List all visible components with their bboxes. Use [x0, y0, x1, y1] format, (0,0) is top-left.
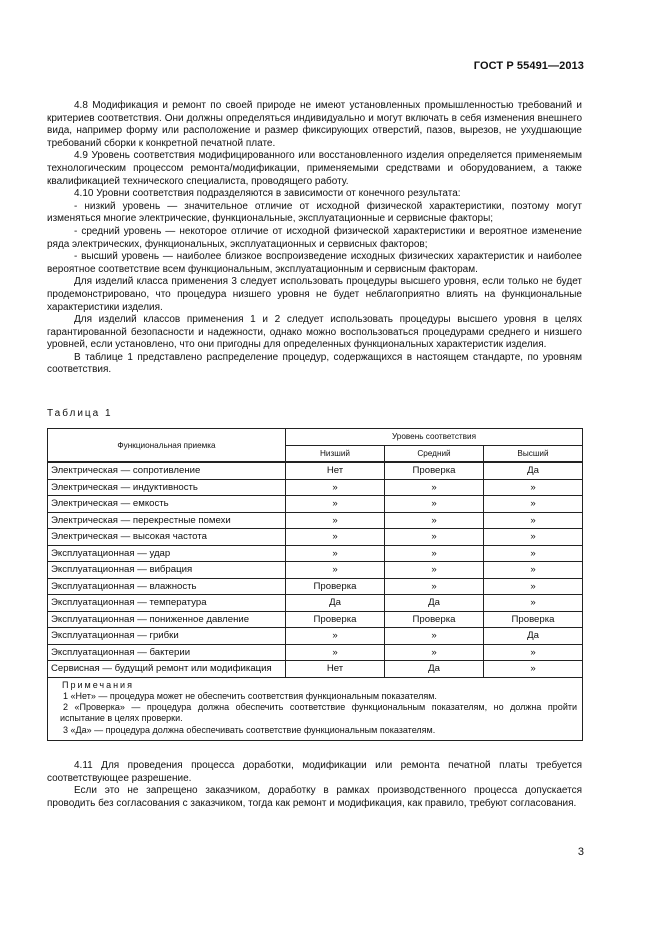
row-level-value: Да [286, 595, 385, 612]
row-level-value: » [484, 529, 583, 546]
row-level-value: » [385, 545, 484, 562]
row-parameter: Эксплуатационная — удар [48, 545, 286, 562]
row-level-value: » [484, 644, 583, 661]
notes-title: Примечания [62, 679, 134, 690]
row-level-value: » [286, 479, 385, 496]
header-level-low: Низший [286, 445, 385, 462]
paragraph-table-intro: В таблице 1 представлено распределение процедур, содержащихся в настоящем стандарте, по уровням соответствия. [47, 351, 582, 376]
row-level-value: » [484, 479, 583, 496]
row-level-value: » [484, 512, 583, 529]
row-level-value: Да [484, 462, 583, 479]
row-level-value: » [385, 562, 484, 579]
row-level-value: » [484, 562, 583, 579]
row-parameter: Эксплуатационная — температура [48, 595, 286, 612]
list-item-high-level: - высший уровень — наиболее близкое воспроизведение исходных физических характеристик и наиболее вероятное соответствие всем функциональным, эксплуатационным и сервисным факторам. [47, 251, 582, 275]
paragraph-class-1-2: Для изделий классов применения 1 и 2 следует использовать процедуры высшего уровня в целях гарантированной безопасности и надежности, однако можно воспользоваться процедурами среднего и низшего уровней, если установлено, что они пригодны для определенных функциональных характеристик изделия. [47, 314, 582, 351]
row-parameter: Эксплуатационная — бактерии [48, 644, 286, 661]
row-parameter: Эксплуатационная — вибрация [48, 562, 286, 579]
row-level-value: » [385, 628, 484, 645]
header-functional-acceptance: Функциональная приемка [48, 429, 286, 463]
paragraph-class-3: Для изделий класса применения 3 следует использовать процедуры высшего уровня, если только не будет продемонстрировано, что процедура низшего уровня не будет неблагоприятно влиять на функциональные характеристики изделия. [47, 276, 582, 313]
document-id: ГОСТ Р 55491—2013 [473, 60, 584, 72]
row-parameter: Электрическая — перекрестные помехи [48, 512, 286, 529]
row-level-value: » [286, 512, 385, 529]
table-row [48, 644, 583, 661]
table-row [48, 611, 583, 628]
row-parameter: Эксплуатационная — влажность [48, 578, 286, 595]
row-level-value: » [484, 545, 583, 562]
row-level-value: » [484, 595, 583, 612]
row-parameter: Эксплуатационная — грибки [48, 628, 286, 645]
row-level-value: Проверка [286, 611, 385, 628]
row-level-value: » [484, 578, 583, 595]
row-parameter: Электрическая — высокая частота [48, 529, 286, 546]
list-item-medium-level: - средний уровень — некоторое отличие от исходной физической характеристики и вероятное изменение ряда электрических, функциональных, эксплуатационных и сервисных факторов; [47, 225, 582, 250]
row-level-value: » [286, 562, 385, 579]
row-level-value: » [484, 496, 583, 513]
row-level-value: » [286, 628, 385, 645]
row-level-value: Проверка [385, 611, 484, 628]
table-row [48, 578, 583, 595]
row-level-value: Проверка [286, 578, 385, 595]
row-parameter: Электрическая — емкость [48, 496, 286, 513]
row-level-value: Да [484, 628, 583, 645]
table-row [48, 595, 583, 612]
row-level-value: » [286, 545, 385, 562]
note-item: 3 «Да» — процедура должна обеспечивать соответствие функциональным показателям. [63, 724, 436, 735]
notes-row [48, 677, 583, 740]
row-level-value: » [385, 578, 484, 595]
header-level-high: Высший [484, 445, 583, 462]
table-row [48, 462, 583, 479]
table-row [48, 529, 583, 546]
page-number: 3 [577, 846, 584, 858]
row-level-value: » [286, 529, 385, 546]
table-row [48, 496, 583, 513]
paragraph-4-9: 4.9 Уровень соответствия модифицированного или восстановленного изделия определяется применяемым технологическим процессом ремонта/модификации, применяемыми средствами и оборудованием, а также квалификацией технического специалиста, проводящего работу. [47, 150, 582, 187]
row-level-value: Да [385, 661, 484, 678]
table-row [48, 545, 583, 562]
bottom-text [47, 760, 582, 810]
row-parameter: Сервисная — будущий ремонт или модификация [48, 661, 286, 678]
paragraph-4-8: 4.8 Модификация и ремонт по своей природе не имеют установленных промышленностью требований и критериев соответствия. Они должны определяться индивидуально и могут включать в себя изменения внешнего вида, например форму или расположение и размер фиксирующих отверстий, пазов, вырезов, не ухудшающие требований сборки к конкретной печатной плате. [47, 100, 582, 149]
row-level-value: » [385, 512, 484, 529]
row-level-value: » [385, 529, 484, 546]
note-item: 2 «Проверка» — процедура должна обеспечить соответствие функциональным показателям, но должна пройти испытание в целях проверки. [60, 702, 577, 724]
paragraph-customer: Если это не запрещено заказчиком, доработку в рамках производственного процесса допускается проводить без согласования с заказчиком, тогда как ремонт и модификация, как правило, требуют согласования. [47, 785, 582, 809]
table-row [48, 512, 583, 529]
row-level-value: » [385, 479, 484, 496]
conformance-table [47, 428, 583, 741]
paragraph-4-10: 4.10 Уровни соответствия подразделяются в зависимости от конечного результата: [74, 188, 461, 200]
paragraph-4-11: 4.11 Для проведения процесса доработки, модификации или ремонта печатной платы требуется соответствующее разрешение. [47, 760, 582, 784]
row-level-value: » [385, 496, 484, 513]
row-parameter: Эксплуатационная — пониженное давление [48, 611, 286, 628]
row-level-value: Нет [286, 462, 385, 479]
row-level-value: Нет [286, 661, 385, 678]
row-level-value: » [286, 644, 385, 661]
table-row [48, 661, 583, 678]
table-row [48, 479, 583, 496]
header-level-medium: Средний [385, 445, 484, 462]
row-level-value: Да [385, 595, 484, 612]
note-item: 1 «Нет» — процедура может не обеспечить соответствия функциональным показателям. [63, 690, 437, 701]
body-text [47, 100, 582, 377]
table-notes [48, 677, 583, 740]
table-row [48, 628, 583, 645]
row-level-value: Проверка [484, 611, 583, 628]
table-row [48, 562, 583, 579]
row-level-value: » [484, 661, 583, 678]
row-level-value: » [385, 644, 484, 661]
row-parameter: Электрическая — сопротивление [48, 462, 286, 479]
row-parameter: Электрическая — индуктивность [48, 479, 286, 496]
header-conformance-level: Уровень соответствия [286, 429, 583, 446]
row-level-value: » [286, 496, 385, 513]
row-level-value: Проверка [385, 462, 484, 479]
table-header-row [48, 429, 583, 446]
list-item-low-level: - низкий уровень — значительное отличие от исходной физической характеристики, поэтому могут изменяться многие электрические, функциональные, эксплуатационные и сервисные факторы; [47, 200, 582, 225]
table-caption: Таблица 1 [47, 408, 113, 419]
